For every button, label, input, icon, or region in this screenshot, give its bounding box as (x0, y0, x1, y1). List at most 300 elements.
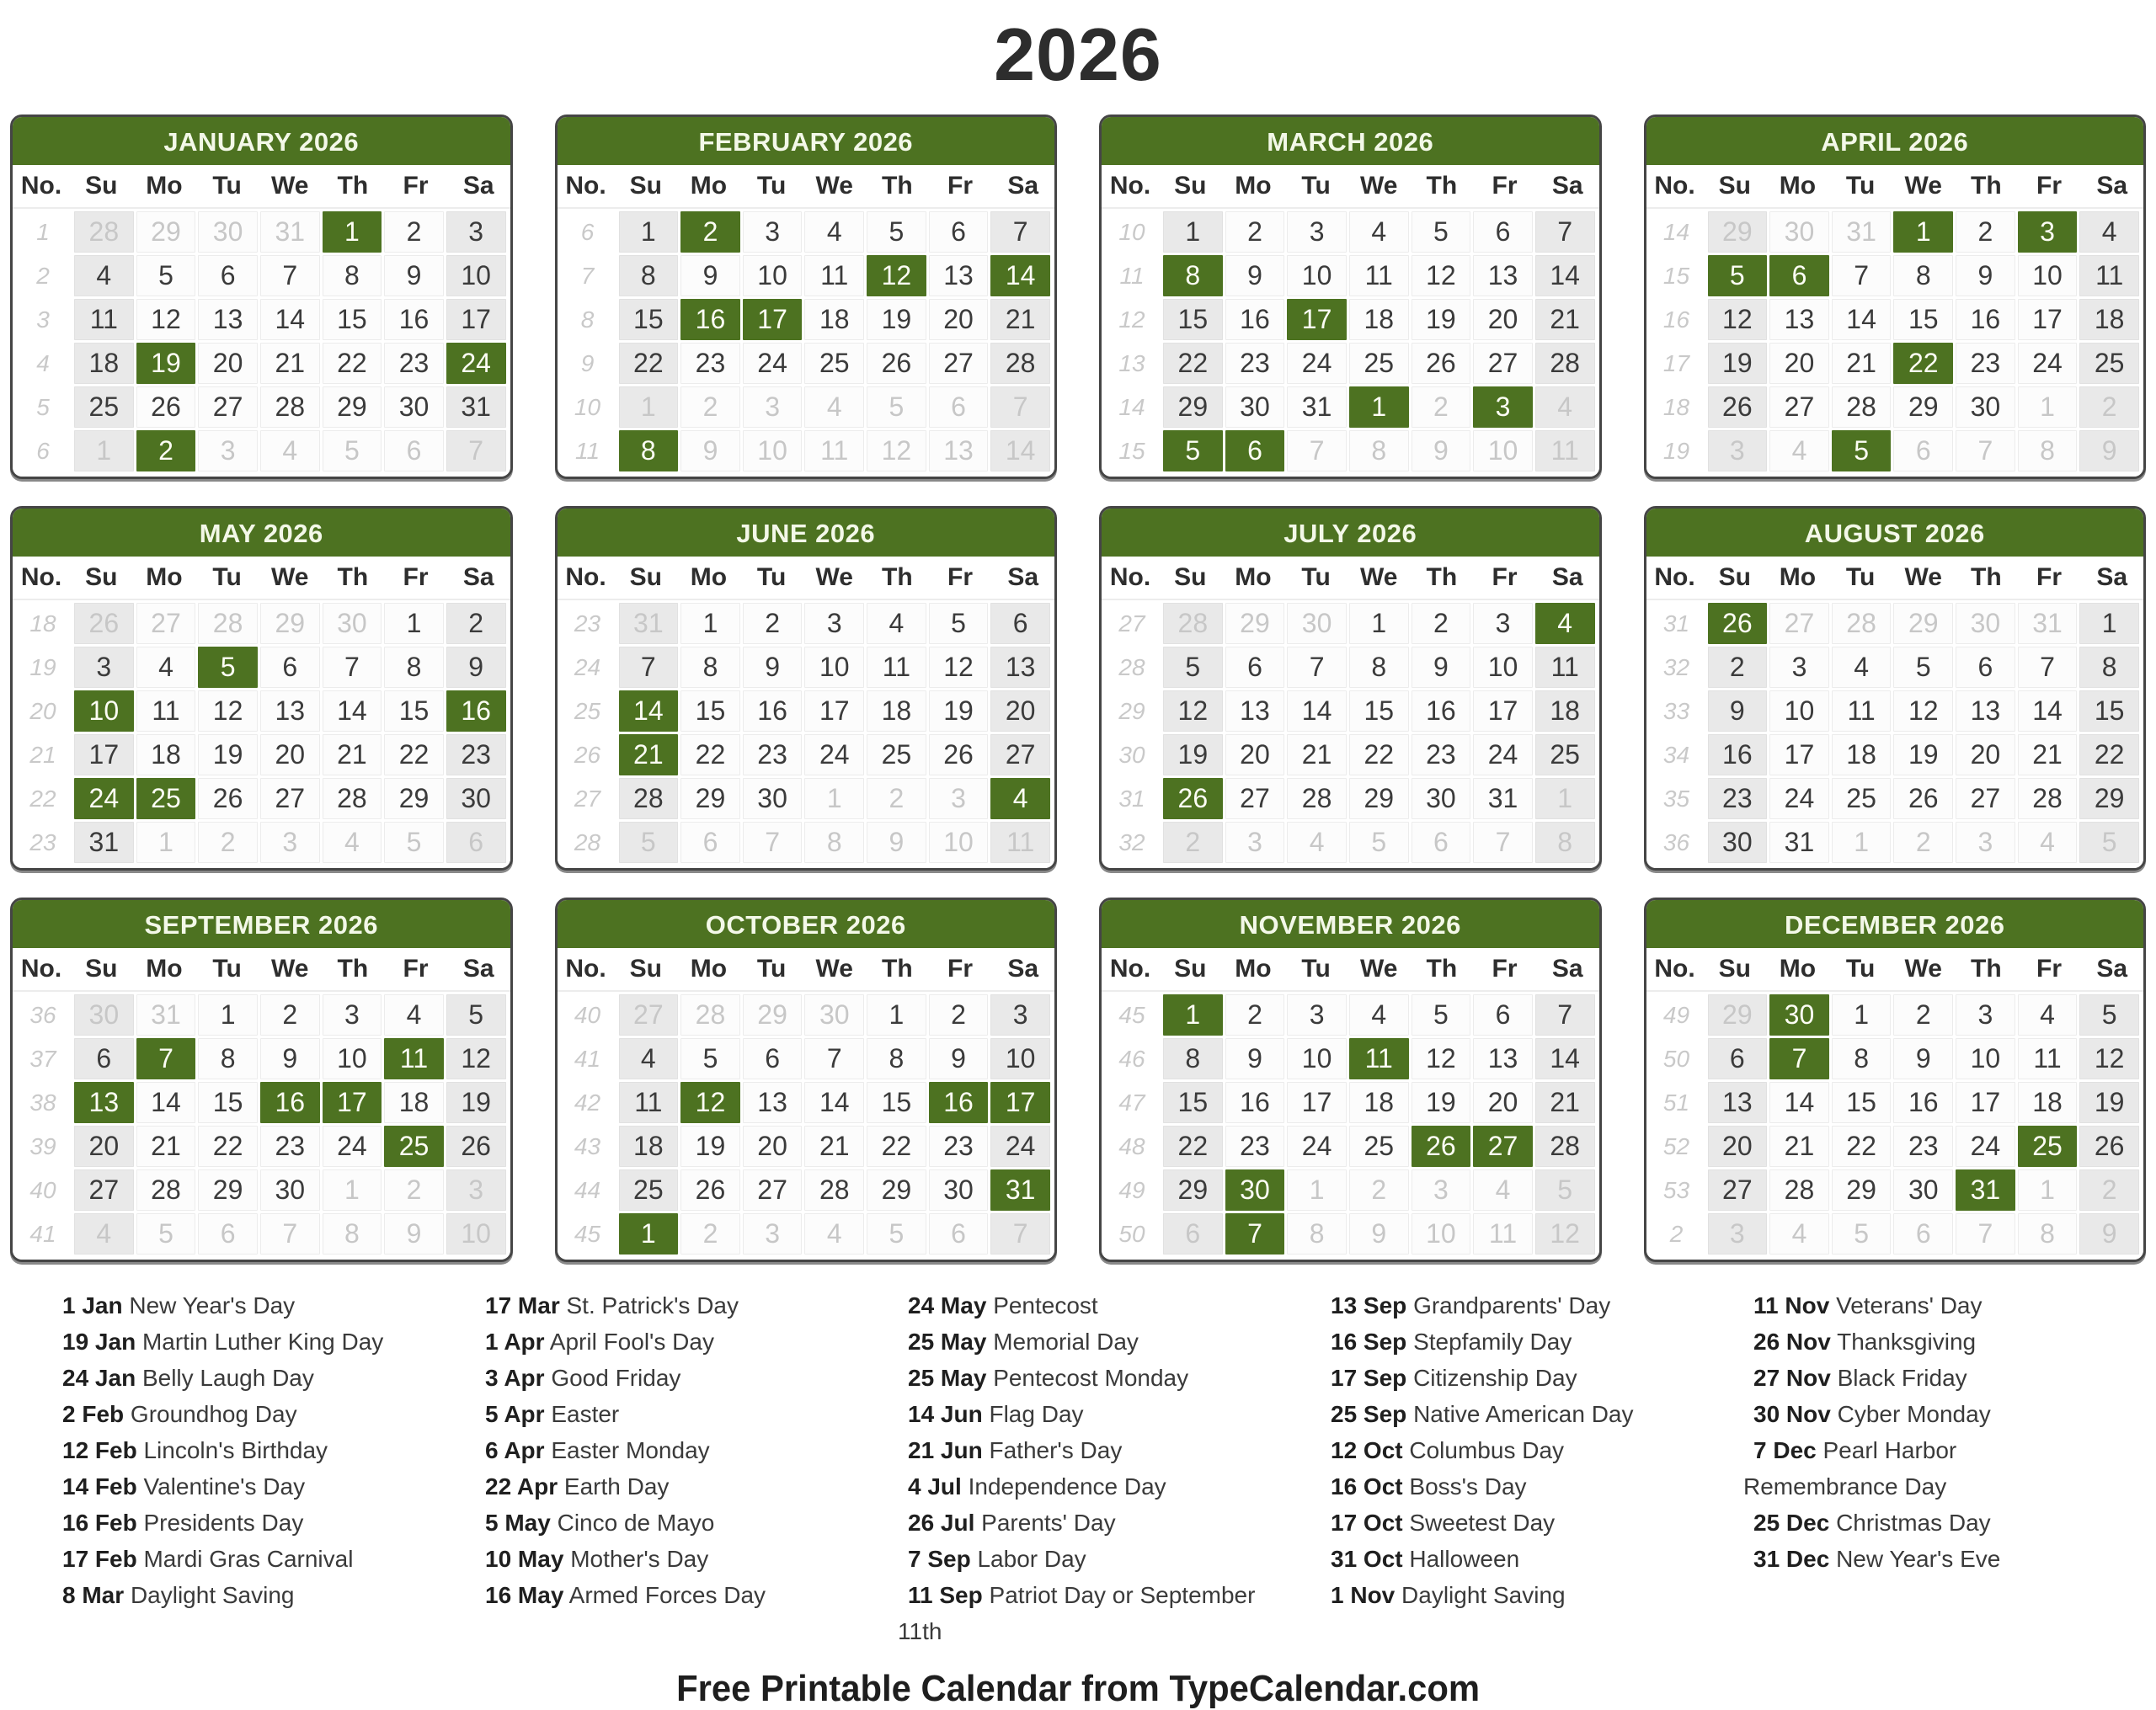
week-number: 47 (1118, 1089, 1145, 1116)
day-cell: 4 (1349, 211, 1409, 253)
week-number: 25 (574, 698, 601, 724)
day-name-header: We (1360, 172, 1398, 200)
holiday-name: Native American Day (1413, 1401, 1634, 1427)
holiday-date: 21 Jun (908, 1437, 983, 1463)
page-title: 2026 (994, 13, 1162, 96)
holiday-name: Memorial Day (993, 1329, 1139, 1355)
day-cell: 3 (446, 211, 506, 253)
day-cell: 15 (1163, 299, 1223, 340)
day-name-header: Mo (690, 172, 728, 200)
day-cell: 11 (2018, 1038, 2078, 1079)
week-number: 35 (1662, 786, 1690, 812)
week-number: 9 (580, 350, 595, 376)
month-card (1099, 115, 1602, 479)
day-cell: 19 (446, 1082, 506, 1123)
day-cell: 6 (1473, 994, 1533, 1036)
day-cell: 2 (384, 211, 444, 253)
day-cell: 31 (1832, 211, 1892, 253)
day-name-header: Th (1971, 172, 2002, 200)
day-cell: 6 (198, 1213, 258, 1255)
day-name-header: Mo (146, 955, 183, 983)
day-cell: 29 (323, 386, 382, 428)
week-number: 30 (1118, 742, 1145, 768)
day-cell: 2 (198, 822, 258, 863)
day-cell: 9 (2079, 1213, 2139, 1255)
day-cell: 10 (990, 1038, 1050, 1079)
month-grid (1646, 209, 2144, 477)
day-cell: 19 (1412, 1082, 1471, 1123)
day-cell: 3 (1956, 822, 2015, 863)
day-cell: 24 (990, 1126, 1050, 1167)
week-number-header: No. (565, 955, 606, 983)
holiday-date: 17 Sep (1331, 1365, 1407, 1391)
day-cell: 29 (260, 603, 320, 644)
day-cell: 3 (929, 778, 989, 819)
holiday-item (52, 1577, 413, 1613)
day-cell: 28 (990, 343, 1050, 384)
holiday-legend-column (1321, 1287, 1681, 1649)
day-cell: 27 (198, 386, 258, 428)
week-number: 26 (574, 742, 601, 768)
day-cell: 27 (1708, 1169, 1768, 1211)
day-cell: 12 (1412, 255, 1471, 296)
holiday-item (52, 1287, 413, 1324)
day-cell: 26 (136, 386, 196, 428)
holiday-date: 27 Nov (1753, 1365, 1831, 1391)
day-name-header: We (1360, 955, 1398, 983)
day-cell: 27 (74, 1169, 134, 1211)
day-cell: 21 (1769, 1126, 1829, 1167)
day-name-header: Sa (462, 955, 494, 983)
holiday-name: Independence Day (968, 1473, 1166, 1500)
day-cell: 15 (1163, 1082, 1223, 1123)
day-cell: 2 (1163, 822, 1223, 863)
day-cell: 19 (1412, 299, 1471, 340)
day-name-header: Fr (2036, 955, 2063, 983)
day-cell: 17 (1473, 690, 1533, 732)
holiday-item (1321, 1396, 1681, 1432)
day-cell: 9 (929, 1038, 989, 1079)
holiday-day-cell: 25 (2018, 1126, 2078, 1167)
holiday-day-cell: 22 (1893, 343, 1953, 384)
holiday-name: Labor Day (977, 1546, 1086, 1572)
week-number: 3 (36, 306, 50, 333)
day-cell: 6 (929, 386, 989, 428)
day-cell: 26 (1893, 778, 1953, 819)
day-name-header: We (1904, 563, 1942, 591)
day-cell: 5 (446, 994, 506, 1036)
day-cell: 6 (1893, 1213, 1953, 1255)
day-cell: 28 (619, 778, 679, 819)
day-cell: 7 (743, 822, 803, 863)
day-cell: 7 (990, 1213, 1050, 1255)
day-cell: 27 (136, 603, 196, 644)
day-cell: 14 (136, 1082, 196, 1123)
day-cell: 19 (2079, 1082, 2139, 1123)
month-title: FEBRUARY 2026 (558, 117, 1055, 165)
day-cell: 3 (1708, 1213, 1768, 1255)
day-cell: 13 (1769, 299, 1829, 340)
holiday-item (1743, 1360, 2104, 1396)
day-cell: 3 (198, 430, 258, 471)
day-cell: 11 (136, 690, 196, 732)
day-name-header: Su (1718, 172, 1751, 200)
day-cell: 23 (384, 343, 444, 384)
day-cell: 3 (743, 386, 803, 428)
week-number: 6 (36, 438, 50, 464)
holiday-day-cell: 17 (743, 299, 803, 340)
day-name-header: Fr (1492, 172, 1518, 200)
day-name-header: Fr (2036, 563, 2063, 591)
day-cell: 20 (1473, 1082, 1533, 1123)
day-cell: 1 (384, 603, 444, 644)
day-cell: 28 (1832, 603, 1892, 644)
day-cell: 10 (2018, 255, 2078, 296)
day-cell: 11 (804, 255, 864, 296)
day-cell: 18 (384, 1082, 444, 1123)
holiday-item (898, 1324, 1258, 1360)
day-cell: 30 (323, 603, 382, 644)
week-number: 10 (574, 394, 601, 420)
holiday-item (898, 1396, 1258, 1432)
holiday-name: Cinco de Mayo (557, 1510, 715, 1536)
day-cell: 4 (804, 386, 864, 428)
day-cell: 20 (74, 1126, 134, 1167)
day-cell: 4 (384, 994, 444, 1036)
holiday-date: 31 Oct (1331, 1546, 1403, 1572)
day-cell: 29 (743, 994, 803, 1036)
day-cell: 22 (384, 734, 444, 775)
holiday-item (1743, 1432, 2104, 1505)
day-cell: 6 (680, 822, 740, 863)
day-name-header: Sa (1007, 563, 1039, 591)
day-cell: 7 (1473, 822, 1533, 863)
day-name-header: Sa (462, 172, 494, 200)
holiday-item (1743, 1396, 2104, 1432)
holiday-name: St. Patrick's Day (566, 1292, 739, 1318)
week-number: 14 (1118, 394, 1145, 420)
months-grid (0, 109, 2156, 1262)
day-cell: 18 (804, 299, 864, 340)
day-cell: 7 (1956, 1213, 2015, 1255)
day-cell: 12 (1535, 1213, 1595, 1255)
day-cell: 16 (384, 299, 444, 340)
day-cell: 5 (2079, 994, 2139, 1036)
holiday-day-cell: 26 (1163, 778, 1223, 819)
day-cell: 25 (1349, 1126, 1409, 1167)
day-cell: 24 (1956, 1126, 2015, 1167)
day-cell: 12 (929, 647, 989, 688)
day-cell: 28 (1832, 386, 1892, 428)
holiday-day-cell: 8 (619, 430, 679, 471)
day-cell: 25 (74, 386, 134, 428)
holiday-item (52, 1541, 413, 1577)
holiday-name: Groundhog Day (130, 1401, 297, 1427)
day-cell: 19 (1893, 734, 1953, 775)
day-cell: 13 (1473, 1038, 1533, 1079)
day-cell: 12 (1412, 1038, 1471, 1079)
day-header-row (1646, 165, 2144, 209)
day-cell: 2 (929, 994, 989, 1036)
day-cell: 5 (867, 1213, 926, 1255)
day-cell: 22 (2079, 734, 2139, 775)
month-card (555, 898, 1058, 1262)
month-title: AUGUST 2026 (1646, 509, 2144, 557)
week-number-header: No. (1654, 955, 1695, 983)
holiday-item (1321, 1287, 1681, 1324)
day-cell: 1 (1349, 603, 1409, 644)
day-cell: 11 (1473, 1213, 1533, 1255)
week-number: 21 (29, 742, 56, 768)
day-cell: 4 (2018, 822, 2078, 863)
day-cell: 29 (1225, 603, 1285, 644)
day-cell: 5 (867, 386, 926, 428)
day-cell: 26 (2079, 1126, 2139, 1167)
month-grid (1646, 992, 2144, 1260)
day-cell: 4 (74, 1213, 134, 1255)
day-cell: 10 (743, 255, 803, 296)
day-cell: 1 (2018, 1169, 2078, 1211)
day-cell: 7 (1832, 255, 1892, 296)
day-cell: 18 (619, 1126, 679, 1167)
day-cell: 7 (1287, 430, 1347, 471)
day-name-header: Mo (690, 563, 728, 591)
day-cell: 2 (2079, 1169, 2139, 1211)
day-cell: 2 (1225, 211, 1285, 253)
holiday-day-cell: 26 (1412, 1126, 1471, 1167)
day-cell: 9 (1225, 255, 1285, 296)
day-cell: 9 (384, 1213, 444, 1255)
day-cell: 18 (2018, 1082, 2078, 1123)
day-cell: 5 (1893, 647, 1953, 688)
day-cell: 29 (1349, 778, 1409, 819)
day-cell: 18 (2079, 299, 2139, 340)
holiday-name: Belly Laugh Day (141, 1365, 314, 1391)
holiday-item (52, 1505, 413, 1541)
day-cell: 14 (260, 299, 320, 340)
day-cell: 22 (1163, 343, 1223, 384)
holiday-date: 16 May (485, 1582, 564, 1608)
day-cell: 21 (260, 343, 320, 384)
day-cell: 27 (260, 778, 320, 819)
holiday-day-cell: 14 (619, 690, 679, 732)
week-number: 16 (1662, 306, 1690, 333)
holiday-name: Stepfamily Day (1413, 1329, 1572, 1355)
day-cell: 5 (384, 822, 444, 863)
holiday-day-cell: 24 (74, 778, 134, 819)
holiday-day-cell: 11 (1349, 1038, 1409, 1079)
day-cell: 7 (2018, 647, 2078, 688)
day-cell: 1 (1535, 778, 1595, 819)
day-cell: 4 (619, 1038, 679, 1079)
day-cell: 14 (804, 1082, 864, 1123)
holiday-item (52, 1432, 413, 1468)
holiday-day-cell: 27 (1473, 1126, 1533, 1167)
day-cell: 29 (136, 211, 196, 253)
week-number: 11 (574, 438, 600, 464)
holiday-name: Citizenship Day (1413, 1365, 1577, 1391)
day-cell: 6 (929, 1213, 989, 1255)
holiday-name: New Year's Eve (1836, 1546, 2001, 1572)
week-number: 41 (29, 1221, 56, 1247)
day-cell: 25 (619, 1169, 679, 1211)
day-cell: 10 (743, 430, 803, 471)
day-cell: 8 (1535, 822, 1595, 863)
day-cell: 20 (260, 734, 320, 775)
day-name-header: We (271, 955, 309, 983)
holiday-item (898, 1541, 1258, 1577)
week-number: 28 (574, 829, 601, 855)
week-number: 36 (29, 1002, 56, 1028)
day-cell: 9 (260, 1038, 320, 1079)
holiday-date: 13 Sep (1331, 1292, 1407, 1318)
day-name-header: Th (1426, 955, 1458, 983)
day-cell: 3 (990, 994, 1050, 1036)
holiday-name: Black Friday (1837, 1365, 1967, 1391)
holiday-item (898, 1468, 1258, 1505)
holiday-name: Father's Day (989, 1437, 1123, 1463)
holiday-date: 7 Sep (908, 1546, 971, 1572)
day-name-header: Su (1718, 563, 1751, 591)
day-cell: 22 (1832, 1126, 1892, 1167)
day-cell: 21 (2018, 734, 2078, 775)
day-cell: 13 (743, 1082, 803, 1123)
week-number: 1 (36, 219, 50, 245)
day-cell: 6 (1225, 647, 1285, 688)
week-number: 18 (29, 610, 56, 637)
month-grid (13, 992, 510, 1260)
day-name-header: Sa (462, 563, 494, 591)
holiday-date: 1 Nov (1331, 1582, 1396, 1608)
day-cell: 8 (323, 1213, 382, 1255)
holiday-item (898, 1577, 1258, 1649)
day-cell: 24 (804, 734, 864, 775)
day-cell: 30 (446, 778, 506, 819)
holiday-name: Halloween (1409, 1546, 1520, 1572)
day-cell: 23 (929, 1126, 989, 1167)
day-cell: 13 (1708, 1082, 1768, 1123)
holiday-name: Flag Day (989, 1401, 1084, 1427)
day-name-header: Th (1426, 172, 1458, 200)
day-cell: 6 (929, 211, 989, 253)
day-cell: 19 (198, 734, 258, 775)
day-cell: 10 (446, 255, 506, 296)
day-cell: 30 (260, 1169, 320, 1211)
day-name-header: Mo (690, 955, 728, 983)
day-cell: 4 (136, 647, 196, 688)
day-cell: 7 (260, 255, 320, 296)
day-name-header: We (815, 172, 853, 200)
holiday-day-cell: 7 (136, 1038, 196, 1079)
day-header-row (1102, 165, 1599, 209)
day-cell: 30 (1225, 386, 1285, 428)
day-cell: 29 (1893, 603, 1953, 644)
day-cell: 30 (1769, 211, 1829, 253)
day-cell: 29 (1163, 1169, 1223, 1211)
week-number: 15 (1662, 263, 1690, 289)
day-cell: 1 (867, 994, 926, 1036)
day-cell: 29 (1708, 994, 1768, 1036)
day-cell: 1 (1832, 822, 1892, 863)
day-cell: 1 (198, 994, 258, 1036)
day-cell: 23 (1708, 778, 1768, 819)
holiday-day-cell: 12 (867, 255, 926, 296)
week-number: 17 (1662, 350, 1690, 376)
day-name-header: Tu (1845, 563, 1876, 591)
week-number: 15 (1118, 438, 1145, 464)
day-cell: 29 (2079, 778, 2139, 819)
day-cell: 10 (1287, 1038, 1347, 1079)
day-name-header: Th (337, 563, 369, 591)
day-cell: 14 (1832, 299, 1892, 340)
day-cell: 8 (1349, 647, 1409, 688)
day-cell: 11 (867, 647, 926, 688)
holiday-item (1321, 1505, 1681, 1541)
footer-credit (0, 1668, 2156, 1710)
holiday-day-cell: 16 (446, 690, 506, 732)
holiday-day-cell: 2 (680, 211, 740, 253)
holiday-item (1321, 1468, 1681, 1505)
month-card (555, 506, 1058, 871)
day-cell: 9 (446, 647, 506, 688)
week-number: 31 (1118, 786, 1145, 812)
holiday-date: 25 May (908, 1329, 987, 1355)
day-cell: 6 (1893, 430, 1953, 471)
day-cell: 24 (743, 343, 803, 384)
holiday-name: Boss's Day (1409, 1473, 1527, 1500)
day-header-row (558, 948, 1055, 992)
day-cell: 29 (680, 778, 740, 819)
week-number: 41 (574, 1046, 601, 1072)
day-name-header: Mo (146, 172, 183, 200)
holiday-date: 12 Oct (1331, 1437, 1403, 1463)
day-cell: 20 (743, 1126, 803, 1167)
day-cell: 20 (1708, 1126, 1768, 1167)
month-grid (558, 209, 1055, 477)
day-cell: 8 (1893, 255, 1953, 296)
week-number: 43 (574, 1133, 601, 1159)
holiday-date: 12 Feb (62, 1437, 137, 1463)
day-name-header: Tu (212, 172, 242, 200)
month-title: JUNE 2026 (558, 509, 1055, 557)
week-number-header: No. (20, 172, 62, 200)
week-number: 23 (29, 829, 56, 855)
day-name-header: Mo (1779, 563, 1817, 591)
day-name-header: Su (1174, 955, 1207, 983)
holiday-day-cell: 6 (1225, 430, 1285, 471)
day-cell: 8 (619, 255, 679, 296)
week-number: 48 (1118, 1133, 1145, 1159)
day-cell: 25 (1832, 778, 1892, 819)
day-cell: 27 (990, 734, 1050, 775)
day-cell: 20 (1769, 343, 1829, 384)
holiday-name: Easter Monday (551, 1437, 710, 1463)
day-cell: 7 (1535, 211, 1595, 253)
holiday-name: Grandparents' Day (1413, 1292, 1611, 1318)
day-cell: 4 (1769, 430, 1829, 471)
holiday-item (52, 1396, 413, 1432)
holiday-name: Earth Day (563, 1473, 670, 1500)
day-cell: 14 (1287, 690, 1347, 732)
day-name-header: Su (85, 172, 118, 200)
day-cell: 12 (2079, 1038, 2139, 1079)
day-cell: 3 (1225, 822, 1285, 863)
day-cell: 2 (1708, 647, 1768, 688)
day-cell: 10 (323, 1038, 382, 1079)
day-cell: 12 (1163, 690, 1223, 732)
day-cell: 7 (1535, 994, 1595, 1036)
week-number: 10 (1118, 219, 1145, 245)
